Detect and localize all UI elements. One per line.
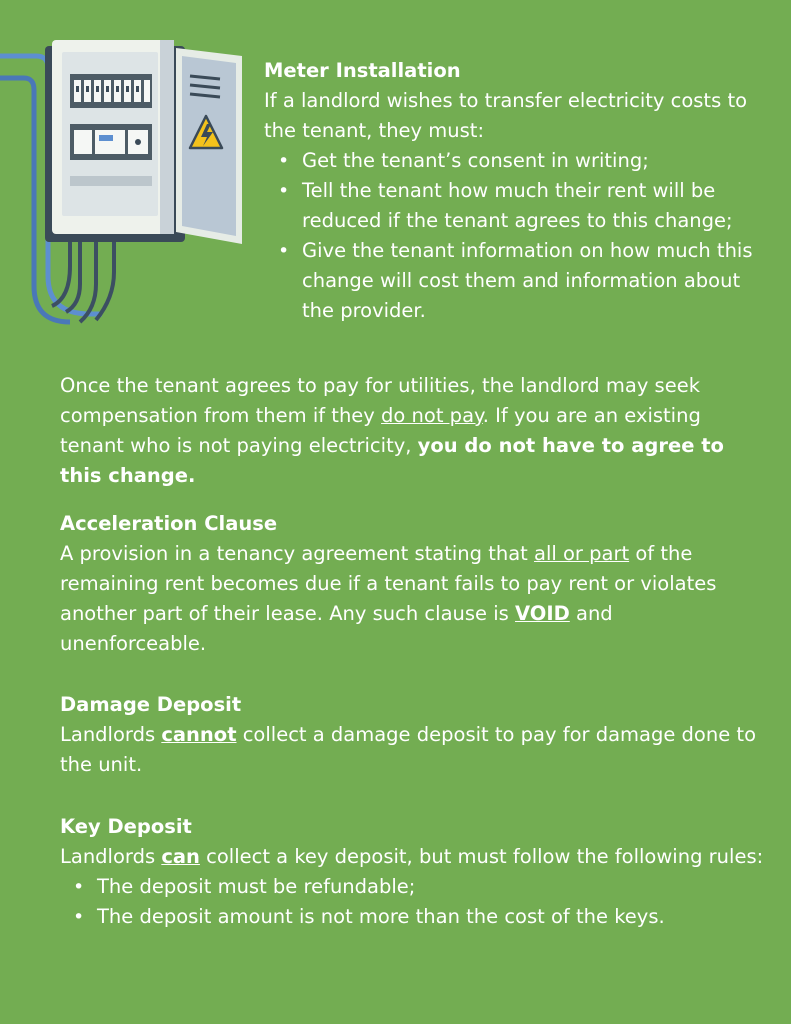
- all-or-part-emphasis: all or part: [534, 542, 630, 565]
- list-item: • Tell the tenant how much their rent will be reduced if the tenant agrees to this change;: [302, 176, 764, 236]
- key-deposit-paragraph: [60, 842, 770, 872]
- do-not-agree-emphasis: you do not have to agree to this change.: [60, 434, 724, 487]
- damage-deposit-heading: Damage Deposit: [60, 693, 242, 716]
- acceleration-text: and unenforceable.: [60, 602, 613, 655]
- can-emphasis: can: [161, 845, 200, 868]
- do-not-pay-emphasis: do not pay: [381, 404, 483, 427]
- utilities-text: Once the tenant agrees to pay for utilities, the landlord may seek compensation from them if they: [60, 374, 701, 427]
- key-text: collect a key deposit, but must follow the following rules:: [199, 845, 764, 868]
- meter-installation-list: [302, 146, 764, 326]
- cable: [80, 241, 96, 322]
- damage-deposit-section: [60, 690, 760, 780]
- utilities-section: [60, 371, 760, 491]
- list-item: • Get the tenant’s consent in writing;: [302, 146, 764, 176]
- key-text: Landlords: [60, 845, 162, 868]
- damage-text: collect a damage deposit to pay for damage done to the unit.: [60, 723, 756, 776]
- meter-installation-section: [264, 56, 764, 326]
- electrical-panel-icon: [0, 36, 250, 326]
- utilities-text: . If you are an existing tenant who is not paying electricity,: [60, 404, 701, 457]
- key-deposit-heading: Key Deposit: [60, 815, 192, 838]
- acceleration-clause-section: [60, 509, 760, 659]
- void-emphasis: VOID: [515, 602, 570, 625]
- acceleration-text: A provision in a tenancy agreement stating that: [60, 542, 535, 565]
- cabinet-side: [160, 40, 174, 234]
- damage-deposit-paragraph: [60, 720, 760, 780]
- damage-text: Landlords: [60, 723, 162, 746]
- cable: [96, 241, 114, 320]
- key-deposit-list: [97, 872, 770, 932]
- acceleration-clause-heading: Acceleration Clause: [60, 512, 278, 535]
- acceleration-clause-paragraph: [60, 539, 760, 659]
- acceleration-text: of the remaining rent becomes due if a tenant fails to pay rent or violates another part of their lease. Any such clause is: [60, 542, 717, 625]
- list-item: • The deposit amount is not more than the cost of the keys.: [97, 902, 770, 932]
- list-item: • The deposit must be refundable;: [97, 872, 770, 902]
- utilities-paragraph: [60, 371, 760, 491]
- meter-installation-intro: If a landlord wishes to transfer electricity costs to the tenant, they must:: [264, 89, 748, 142]
- list-item: • Give the tenant information on how much this change will cost them and information about the provider.: [302, 236, 764, 326]
- meter-installation-heading: Meter Installation: [264, 59, 461, 82]
- cannot-emphasis: cannot: [161, 723, 237, 746]
- key-deposit-section: [60, 812, 770, 932]
